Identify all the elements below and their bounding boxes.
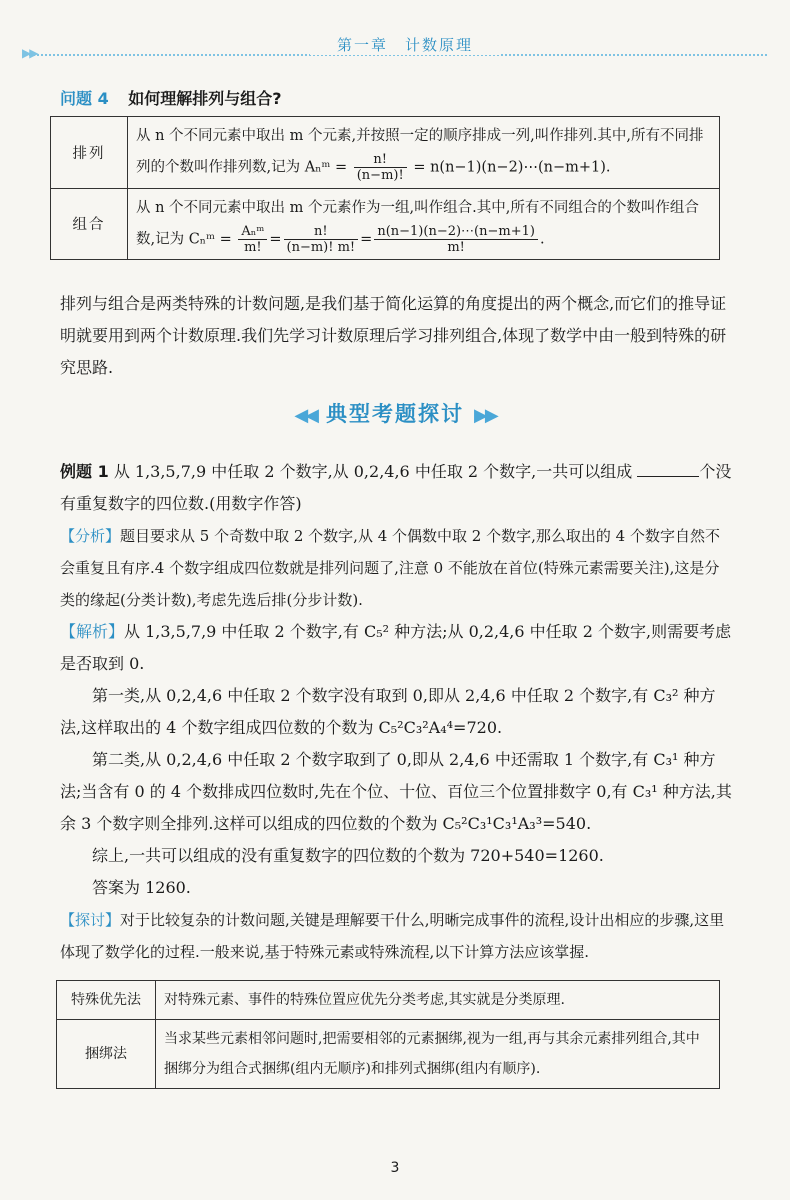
example-text-b: 个没有重复数字的四位数.(用数字作答)	[60, 462, 732, 513]
combination-fraction-2	[284, 224, 359, 255]
header-arrow-icon: ▶▶	[22, 46, 37, 60]
analysis-paragraph	[60, 520, 732, 616]
discussion-paragraph	[60, 904, 732, 968]
permutation-row	[51, 117, 720, 189]
combination-fraction-1	[238, 224, 267, 255]
solution-summary: 综上,一共可以组成的没有重复数字的四位数的个数为 720+540=1260.	[92, 846, 604, 865]
method-label-bundle: 捆绑法	[57, 1020, 156, 1089]
left-arrows-icon: ◀◀	[294, 405, 316, 426]
solution-answer: 答案为 1260.	[92, 878, 191, 897]
frac-denominator: m!	[447, 239, 465, 255]
discussion-tag: 【探讨】	[60, 911, 121, 929]
frac-numerator: n!	[284, 224, 359, 240]
frac-denominator: (n−m)! m!	[286, 239, 356, 255]
method-row-priority	[57, 981, 720, 1020]
solution-case-1: 第一类,从 0,2,4,6 中任取 2 个数字没有取到 0,即从 2,4,6 中任取 2 个数字,有 C₃² 种方法,这样取出的 4 个数字组成四位数的个数为 C₅²C₃²A₄⁴=720.	[60, 686, 716, 737]
analysis-text: 题目要求从 5 个奇数中取 2 个数字,从 4 个偶数中取 2 个数字,那么取出的 4 个数字自然不会重复且有序.4 个数字组成四位数就是排列问题了,注意 0 不能放在首位(特殊元素需要关注),这是分类的缘起(分类计数),考虑先选后排(分步计数).	[60, 527, 720, 609]
permutation-tail: = n(n−1)(n−2)⋯(n−m+1).	[413, 159, 611, 176]
page-number: 3	[390, 1160, 400, 1176]
method-label-priority: 特殊优先法	[57, 981, 156, 1020]
section-title	[0, 398, 790, 428]
permutation-definition	[128, 117, 720, 189]
frac-numerator: n!	[354, 152, 407, 168]
analysis-tag: 【分析】	[60, 527, 121, 545]
frac-numerator: Aₙᵐ	[238, 224, 267, 240]
section-title-text: 典型考题探讨	[326, 402, 464, 426]
combination-fraction-3	[374, 224, 538, 255]
permutation-fraction	[354, 152, 407, 183]
frac-numerator: n(n−1)(n−2)⋯(n−m+1)	[374, 224, 538, 240]
question-title: 如何理解排列与组合?	[128, 89, 282, 108]
combination-label: 组合	[51, 188, 128, 260]
frac-denominator: m!	[244, 239, 262, 255]
solution-case-2: 第二类,从 0,2,4,6 中任取 2 个数字取到了 0,即从 2,4,6 中还需取 1 个数字,有 C₃¹ 种方法;当含有 0 的 4 个数排成四位数时,先在个位、十位、百位三个位置排数字 0,有 C₃¹ 种方法,其余 3 个数字则全排列.这样可以组成的四位数的个数为 C₅²C₃¹C₃¹A₃³=540.	[60, 750, 732, 833]
method-text-bundle: 当求某些元素相邻问题时,把需要相邻的元素捆绑,视为一组,再与其余元素排列组合,其中捆绑分为组合式捆绑(组内无顺序)和排列式捆绑(组内有顺序).	[156, 1020, 720, 1089]
example-label: 例题 1	[60, 462, 109, 481]
discussion-text: 对于比较复杂的计数问题,关键是理解要干什么,明晰完成事件的流程,设计出相应的步骤,这里体现了数学化的过程.一般来说,基于特殊元素或特殊流程,以下计算方法应该掌握.	[60, 911, 725, 961]
question-heading	[60, 86, 282, 109]
method-row-bundle	[57, 1020, 720, 1089]
frac-denominator: (n−m)!	[356, 168, 404, 183]
solution-paragraph	[60, 616, 732, 680]
right-arrows-icon: ▶▶	[474, 405, 496, 426]
permutation-text: 从 n 个不同元素中取出 m 个元素,并按照一定的顺序排成一列,叫作排列.其中,所有不同排列的个数叫作排列数,记为 Aₙᵐ =	[136, 128, 704, 176]
method-table	[56, 980, 720, 1089]
chapter-title: 第一章 计数原理	[310, 34, 500, 55]
answer-blank	[637, 458, 699, 477]
page-header	[0, 28, 790, 58]
example-problem	[60, 456, 732, 520]
solution-tag: 【解析】	[60, 622, 125, 641]
definition-table	[50, 116, 720, 260]
permutation-label: 排列	[51, 117, 128, 189]
combination-definition: 从 n 个不同元素中取出 m 个元素作为一组,叫作组合.其中,所有不同组合的个数叫作组合数,记为 Cₙᵐ = $\frac{\text{Aₙᵐ}}{m!}$ = $\frac{n!}{(n-m)! m!}$ = $\frac{n(n-1)(n-2)\cdots(n-m+1)}{m!}$ .	[128, 188, 720, 260]
solution-text: 从 1,3,5,7,9 中任取 2 个数字,有 C₅² 种方法;从 0,2,4,6 中任取 2 个数字,则需要考虑是否取到 0.	[60, 622, 732, 673]
combination-row	[51, 188, 720, 260]
intro-paragraph: 排列与组合是两类特殊的计数问题,是我们基于简化运算的角度提出的两个概念,而它们的推导证明就要用到两个计数原理.我们先学习计数原理后学习排列组合,体现了数学中由一般到特殊的研究思路.	[60, 294, 727, 377]
example-text-a: 从 1,3,5,7,9 中任取 2 个数字,从 0,2,4,6 中任取 2 个数字,一共可以组成	[113, 462, 633, 481]
method-text-priority: 对特殊元素、事件的特殊位置应优先分类考虑,其实就是分类原理.	[156, 981, 720, 1020]
question-number: 问题 4	[60, 89, 109, 108]
combination-text: 从 n 个不同元素中取出 m 个元素作为一组,叫作组合.其中,所有不同组合的个数叫作组合数,记为 Cₙᵐ =	[136, 199, 699, 247]
